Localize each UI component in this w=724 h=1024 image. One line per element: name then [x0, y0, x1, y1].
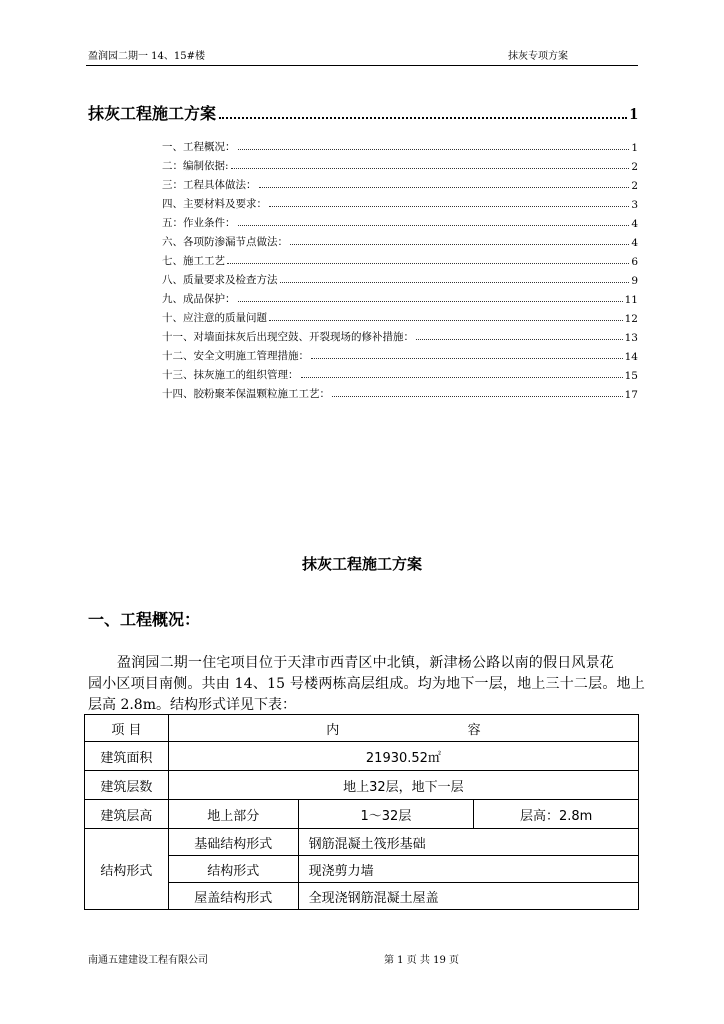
document-title: 抹灰工程施工方案	[301, 555, 422, 573]
table-row	[85, 856, 639, 883]
footer-company: 南通五建建设工程有限公司	[88, 955, 208, 966]
toc-item-label: 九、成品保护：	[162, 293, 236, 305]
toc-item[interactable]	[162, 306, 638, 325]
toc-item-page: 11	[624, 294, 638, 306]
toc-item-label: 十四、胶粉聚苯保温颗粒施工工艺：	[162, 388, 330, 400]
paragraph-line: 层高 2.8m。结构形式详见下表：	[88, 697, 296, 713]
toc-leader	[238, 225, 630, 226]
row-label: 建筑面积	[85, 742, 169, 771]
toc-item-label: 五：作业条件：	[162, 217, 236, 229]
toc-leader	[231, 168, 630, 169]
struct-value: 全现浇钢筋混凝土屋盖	[298, 883, 638, 910]
paragraph-line: 园小区项目南侧。共由 14、15 号楼两栋高层组成。均为地下一层，地上三十二层。地上	[88, 676, 645, 692]
toc-item-label: 十一、对墙面抹灰后出现空鼓、开裂现场的修补措施：	[162, 331, 414, 343]
toc-item[interactable]	[162, 192, 638, 211]
toc-leader	[238, 301, 623, 302]
table-row	[85, 829, 639, 856]
header-content	[168, 715, 638, 742]
toc-item[interactable]	[162, 135, 638, 154]
row-label: 建筑层高	[85, 800, 169, 829]
header-doc-type: 抹灰专项方案	[508, 51, 568, 62]
toc-item-page: 2	[631, 180, 638, 192]
toc-item-page: 9	[631, 275, 638, 287]
toc-item[interactable]	[162, 268, 638, 287]
toc-leader	[269, 320, 623, 321]
table-row	[85, 883, 639, 910]
toc-list	[162, 135, 638, 401]
toc-item[interactable]	[162, 154, 638, 173]
toc-leader	[238, 149, 630, 150]
toc-item-page: 2	[631, 161, 638, 173]
toc-item-page: 15	[624, 370, 638, 382]
toc-item-page: 4	[631, 237, 638, 249]
toc-leader	[280, 282, 630, 283]
toc-item[interactable]	[162, 211, 638, 230]
section-heading: 一、工程概况：	[88, 610, 201, 629]
toc-item-label: 十三、抹灰施工的组织管理：	[162, 369, 299, 381]
paragraph-line: 盈润园二期一住宅项目位于天津市西青区中北镇，新津杨公路以南的假日风景花	[117, 655, 614, 671]
toc-item-page: 6	[631, 256, 638, 268]
toc-leader	[311, 358, 623, 359]
page-header	[86, 50, 638, 64]
height-value: 层高：2.8m	[474, 800, 639, 829]
toc-item-label: 二：编制依据:	[162, 160, 229, 172]
header-rule	[86, 65, 638, 66]
toc-item-label: 四、主要材料及要求：	[162, 198, 267, 210]
toc-leader	[301, 377, 623, 378]
footer-page-number: 第 1 页 共 19 页	[384, 955, 459, 966]
toc-item-label: 十二、安全文明施工管理措施：	[162, 350, 309, 362]
toc-item-page: 1	[631, 142, 638, 154]
toc-item[interactable]	[162, 325, 638, 344]
struct-name: 结构形式	[168, 856, 298, 883]
table-row	[85, 771, 639, 800]
header-project: 盈润园二期一 14、15#楼	[88, 51, 206, 62]
toc-item[interactable]	[162, 249, 638, 268]
project-info-table	[84, 714, 639, 910]
toc-leader	[227, 263, 629, 264]
toc-leader	[332, 396, 623, 397]
toc-leader	[416, 339, 623, 340]
toc-item-page: 12	[624, 313, 638, 325]
toc-item-page: 3	[631, 199, 638, 211]
toc-item-label: 八、质量要求及检查方法	[162, 274, 278, 286]
height-part: 地上部分	[168, 800, 298, 829]
toc-item-label: 六、各项防渗漏节点做法：	[162, 236, 288, 248]
struct-value: 钢筋混凝土筏形基础	[298, 829, 638, 856]
table-row	[85, 800, 639, 829]
toc-item-page: 4	[631, 218, 638, 230]
toc-item-label: 一、工程概况：	[162, 141, 236, 153]
toc-item[interactable]	[162, 230, 638, 249]
toc-leader	[259, 187, 630, 188]
overview-paragraph	[88, 653, 645, 716]
table-row	[85, 742, 639, 771]
toc-item[interactable]	[162, 382, 638, 401]
struct-name: 基础结构形式	[168, 829, 298, 856]
area-value: 21930.52㎡	[168, 742, 638, 771]
header-content-a: 内	[326, 722, 340, 738]
toc-leader	[269, 206, 629, 207]
toc-item-label: 三：工程具体做法：	[162, 179, 257, 191]
toc-item[interactable]	[162, 173, 638, 192]
toc-leader	[219, 117, 626, 119]
floors-value: 地上32层，地下一层	[168, 771, 638, 800]
toc-item-page: 14	[624, 351, 638, 363]
toc-item-label: 七、施工工艺	[162, 255, 225, 267]
toc-item[interactable]	[162, 363, 638, 382]
row-label: 建筑层数	[85, 771, 169, 800]
struct-value: 现浇剪力墙	[298, 856, 638, 883]
header-content-b: 容	[467, 722, 481, 738]
toc-item-label: 十、应注意的质量问题	[162, 312, 267, 324]
toc-main-entry[interactable]	[88, 102, 638, 124]
struct-name: 屋盖结构形式	[168, 883, 298, 910]
toc-leader	[290, 244, 629, 245]
toc-item-page: 13	[624, 332, 638, 344]
row-label: 结构形式	[85, 829, 169, 910]
height-range: 1～32层	[298, 800, 474, 829]
table-header-row	[85, 715, 639, 742]
toc-item[interactable]	[162, 344, 638, 363]
header-item: 项 目	[85, 715, 169, 742]
toc-main-page: 1	[629, 104, 638, 123]
toc-main-title: 抹灰工程施工方案	[88, 104, 217, 123]
toc-item[interactable]	[162, 287, 638, 306]
toc-item-page: 17	[624, 389, 638, 401]
